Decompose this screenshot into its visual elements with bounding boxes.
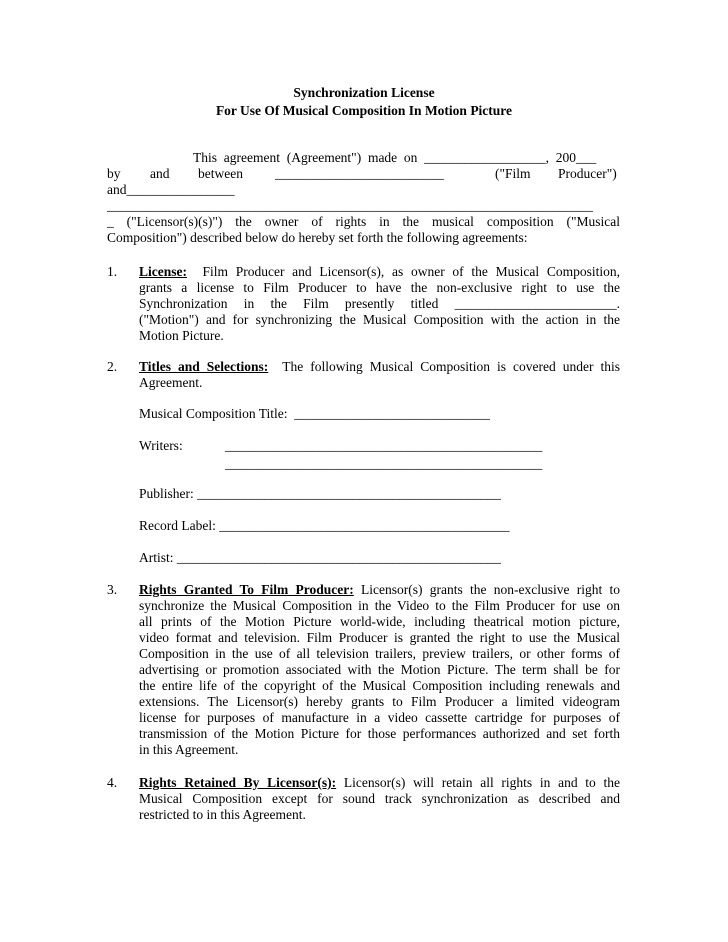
section-4-number: 4. (107, 775, 118, 790)
writers-field-2[interactable]: _______________________________________________ (225, 456, 543, 471)
record-label-field[interactable]: Record Label: ___________________________________________ (139, 518, 510, 533)
writers-label: Writers: (139, 438, 183, 453)
section-2-line-1 (139, 359, 620, 375)
section-3-line-11: in this Agreement. (139, 742, 239, 757)
document-subtitle: For Use Of Musical Composition In Motion Picture (215, 103, 513, 118)
section-3-line-10: transmission of the Motion Picture for those performances authorized and set forth (139, 726, 620, 741)
section-1-line-5: Motion Picture. (139, 328, 224, 343)
section-2-line-2: Agreement. (139, 375, 203, 390)
section-2-heading: Titles and Selections: (139, 359, 269, 374)
section-4-line-2: Musical Composition except for sound track synchronization as described and (139, 791, 620, 806)
preamble-film: ("Film (495, 166, 531, 181)
section-1-line-2: grants a license to Film Producer to have the non-exclusive right to use the (139, 280, 620, 295)
section-3-text: Licensor(s) grants the non-exclusive right to (361, 582, 621, 597)
section-4-line-1 (139, 775, 620, 791)
section-1-heading: License: (139, 264, 187, 279)
section-3-line-1 (139, 582, 620, 598)
preamble-by: by (107, 166, 121, 181)
preamble-film-producer-blank: _________________________ (275, 166, 444, 181)
section-3-line-6: advertising or promotion associated with the Motion Picture. The term shall be for (139, 662, 620, 677)
section-2-number: 2. (107, 359, 118, 374)
section-4-line-3: restricted to in this Agreement. (139, 807, 306, 822)
section-3-line-4: video format and television. Film Producer is granted the right to use the Musical (139, 630, 620, 645)
section-1-line-3: Synchronization in the Film presently titled ________________________. (139, 296, 620, 311)
section-3-line-5: Composition in the use of all television trailers, preview trailers, or other forms of (139, 646, 620, 661)
preamble-producer: Producer") (558, 166, 617, 181)
section-3-line-3: all prints of the Motion Picture world-wide, including theatrical motion picture, (139, 614, 620, 629)
section-1-line-4: ("Motion") and for synchronizing the Musical Composition with the action in the (139, 312, 620, 327)
section-4-heading: Rights Retained By Licensor(s): (139, 775, 337, 790)
preamble-and: and (150, 166, 170, 181)
section-3-line-2: synchronize the Musical Composition in the Video to the Film Producer for use on (139, 598, 620, 613)
section-3-number: 3. (107, 582, 118, 597)
preamble-line-6: Composition") described below do hereby set forth the following agreements: (107, 230, 528, 245)
artist-field[interactable]: Artist: ________________________________________________ (139, 550, 501, 565)
publisher-field[interactable]: Publisher: _____________________________________________ (139, 486, 501, 501)
section-3-line-8: extensions. The Licensor(s) hereby grants to Film Producer a limited videogram (139, 694, 620, 709)
preamble-line-5: _ ("Licensor(s)(s)") the owner of rights in the musical composition ("Musical (107, 214, 620, 229)
preamble-between: between (198, 166, 243, 181)
section-4-text: Licensor(s) will retain all rights in and to the (343, 775, 620, 790)
section-1-text: Film Producer and Licensor(s), as owner of the Musical Composition, (202, 264, 621, 279)
section-3-line-9: license for purposes of manufacture in a video cassette cartridge for purposes of (139, 710, 620, 725)
preamble-line-4: ________________________________________________________________________ (107, 198, 593, 213)
section-3-line-7: the entire life of the copyright of the Musical Composition including renewals and (139, 678, 620, 693)
section-2-text: The following Musical Composition is covered under this (282, 359, 620, 374)
document-title: Synchronization License (293, 85, 435, 100)
section-1-line-1 (139, 264, 620, 280)
composition-title-field[interactable]: Musical Composition Title: _____________________________ (139, 406, 491, 421)
section-1-number: 1. (107, 264, 118, 279)
preamble-line-1: This agreement (Agreement") made on __________________, 200___ (193, 150, 597, 165)
writers-field-1[interactable]: _______________________________________________ (225, 438, 543, 453)
section-3-heading: Rights Granted To Film Producer: (139, 582, 354, 597)
preamble-line-3: and________________ (107, 182, 235, 197)
